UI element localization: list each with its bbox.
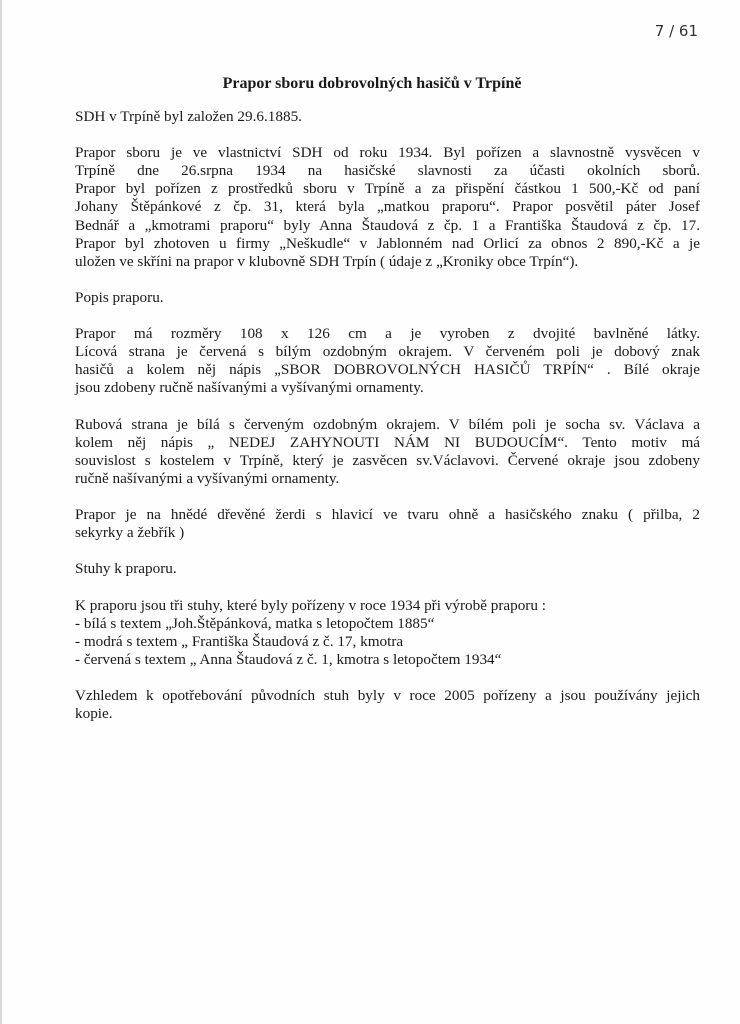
section-heading-ribbons [75,560,700,578]
text-line: Popis praporu. [75,288,164,306]
list-item-red-ribbon: - červená s textem „ Anna Štaudová z č. 1, kmotra s letopočtem 1934“ [75,650,502,668]
text-line: hasičů a kolem něj nápis „SBOR DOBROVOLNÝCH HASIČŮ TRPÍN“ . Bílé okraje [75,361,700,379]
document-body [75,108,700,741]
text-line: ručně našívanými a vyšívanými ornamenty. [75,469,340,487]
text-line: uložen ve skříni na prapor v klubovně SDH Trpín ( údaje z „Kroniky obce Trpín“). [75,252,579,270]
page-counter: 7 / 61 [654,22,698,40]
text-line: Bednář a „kmotrami praporu“ byly Anna Štaudová z čp. 1 a Františka Štaudová z čp. 17. [75,216,700,234]
text-line: Stuhy k praporu. [75,560,177,578]
text-line: kolem něj nápis „ NEDEJ ZAHYNOUTI NÁM NI BUDOUCÍM“. Tento motiv má [75,433,700,451]
text-line: Vzhledem k opotřebování původních stuh byly v roce 2005 pořízeny a jsou používány jejich [75,687,700,704]
paragraph-front-side [75,325,700,397]
text-line: Prapor má rozměry 108 x 126 cm a je vyroben z dvojité bavlněné látky. [75,325,700,343]
text-line: Prapor sboru je ve vlastnictví SDH od roku 1934. Byl pořízen a slavnostně vysvěcen v [75,144,700,162]
text-line: Rubová strana je bílá s červeným ozdobným okrajem. V bílém poli je socha sv. Václava a [75,415,700,433]
document-title: Prapor sboru dobrovolných hasičů v Trpíně [222,75,522,92]
text-line: souvislost s kostelem v Trpíně, který je zasvěcen sv.Václavovi. Červené okraje jsou zdobeny [75,451,700,469]
text-line: SDH v Trpíně byl založen 29.6.1885. [75,108,302,125]
list-item-blue-ribbon: - modrá s textem „ Františka Štaudová z č. 17, kmotra [75,632,404,650]
list-item-white-ribbon: - bílá s textem „Joh.Štěpánková, matka s letopočtem 1885“ [75,614,435,632]
text-line: Trpíně dne 26.srpna 1934 na hasičské slavnosti za účasti okolních sborů. [75,162,700,180]
text-line: sekyrky a žebřík ) [75,524,185,542]
paragraph-copies [75,687,700,723]
text-line: Johany Štěpánkové z čp. 31, která byla „matkou praporu“. Prapor posvětil páter Josef [75,198,700,216]
paragraph-pole [75,506,700,542]
paragraph-back-side [75,416,700,488]
text-line: Lícová strana je červená s bílým ozdobným okrajem. V červeném poli je dobový znak [75,343,700,361]
text-line: Prapor byl zhotoven u firmy „Neškudle“ v Jablonném nad Orlicí za obnos 2 890,-Kč a je [75,234,700,252]
text-line: K praporu jsou tři stuhy, které byly pořízeny v roce 1934 při výrobě praporu : [75,596,546,614]
text-line: kopie. [75,705,113,723]
text-line: Prapor byl pořízen z prostředků sboru v Trpíně a za přispění částkou 1 500,-Kč od paní [75,180,700,198]
paragraph-ribbons-list [75,597,700,669]
paragraph-founding [75,108,700,126]
section-heading-description [75,289,700,307]
paragraph-history [75,144,700,271]
text-line: Prapor je na hnědé dřevěné žerdi s hlavicí ve tvaru ohně a hasičského znaku ( přilba, 2 [75,506,700,524]
text-line: jsou zdobeny ručně našívanými a vyšívanými ornamenty. [75,379,424,397]
